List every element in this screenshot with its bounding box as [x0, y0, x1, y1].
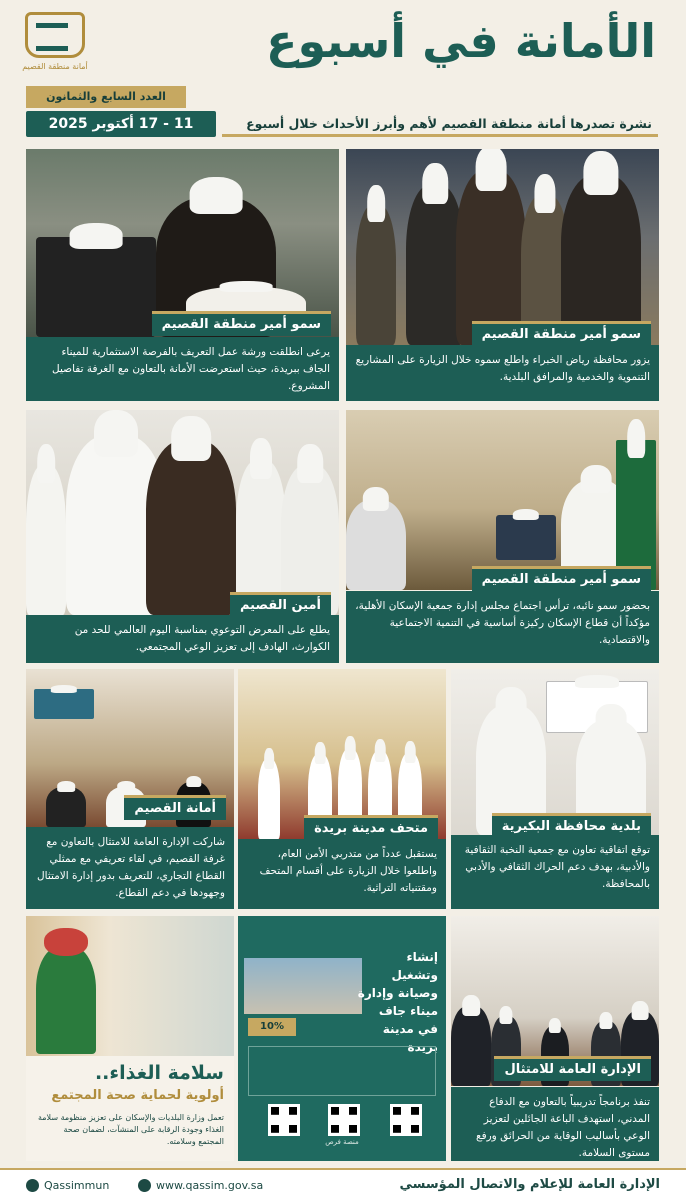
news-photo	[26, 149, 339, 337]
news-card	[26, 149, 339, 401]
issue-number: العدد السابع والثمانون	[26, 86, 186, 108]
footer	[0, 1168, 686, 1200]
news-card-title: الإدارة العامة للامتثال	[494, 1056, 651, 1081]
dry-port-poster	[238, 916, 446, 1161]
poster-qr-label: منصة فرص	[325, 1138, 359, 1146]
poster-percent: 10%	[248, 1018, 296, 1036]
news-card	[26, 410, 339, 663]
news-card	[346, 149, 659, 401]
qr-code-icon[interactable]	[390, 1104, 422, 1136]
tagline: نشرة تصدرها أمانة منطقة القصيم لأهم وأبرز الأحداث خلال أسبوع	[222, 111, 658, 137]
news-card	[451, 916, 659, 1161]
logo	[22, 12, 88, 78]
poster-title: إنشاء وتشغيل وصيانة وإدارة ميناء جاف في مدينة بريدة	[357, 950, 438, 1054]
news-card-text: شاركت الإدارة العامة للامتثال بالتعاون مع غرفة القصيم، في لقاء تعريفي مع ممثلي القطاع التجاري، للتعريف بدور إدارة الامتثال وجهودها في دعم القطاع.	[26, 827, 234, 909]
news-card-title: أمين القصيم	[230, 592, 331, 617]
news-card-text: يطلع على المعرض التوعوي بمناسبة اليوم العالمي للحد من الكوارث، الهادف إلى تعزيز الوعي المجتمعي.	[26, 615, 339, 663]
news-card-title: سمو أمير منطقة القصيم	[152, 311, 331, 336]
website-link[interactable]: www.qassim.gov.sa	[156, 1179, 264, 1192]
news-card-title: متحف مدينة بريدة	[304, 815, 438, 840]
news-card	[346, 410, 659, 663]
news-card-title: سمو أمير منطقة القصيم	[472, 321, 651, 346]
news-card-title: أمانة القصيم	[124, 795, 226, 820]
poster-image	[244, 958, 362, 1014]
globe-icon	[138, 1179, 151, 1192]
news-photo	[238, 669, 446, 839]
news-photo	[451, 669, 659, 835]
date-range: 11 - 17 أكتوبر 2025	[26, 111, 216, 137]
qr-code-icon[interactable]	[328, 1104, 360, 1136]
poster-info-grid	[248, 1046, 436, 1096]
news-card-title: بلدية محافظة البكيرية	[492, 813, 651, 838]
food-safety-text: تعمل وزارة البلديات والإسكان على تعزيز منظومة سلامة الغذاء وجودة الرقابة على المنشآت، لضمان صحة المجتمع وسلامته.	[37, 1113, 224, 1146]
news-card-text: تنفذ برنامجاً تدريبياً بالتعاون مع الدفاع المدني، استهدف الباعة الجائلين لتعزيز الوعي بأساليب الوقاية من الحرائق ورفع مستوى السلامة.	[451, 1087, 659, 1161]
qr-code-icon[interactable]	[268, 1104, 300, 1136]
social-handle[interactable]: Qassimmun	[44, 1179, 110, 1192]
news-card-text: بحضور سمو نائبه، ترأس اجتماع مجلس إدارة جمعية الإسكان الأهلية، مؤكداً أن قطاع الإسكان ركيزة أساسية في التنمية الاجتماعية والاقتصادية.	[346, 591, 659, 663]
logo-tagline: أمانة منطقة القصيم	[22, 62, 88, 71]
food-safety-subtitle: أولوية لحماية صحة المجتمع	[51, 1088, 224, 1103]
food-safety-banner	[26, 916, 234, 1161]
news-card-text: يزور محافظة رياض الخبراء واطلع سموه خلال الزيارة على المشاريع التنموية والخدمية والمرافق البلدية.	[346, 345, 659, 401]
page-title: الأمانة في أسبوع	[266, 14, 656, 68]
logo-mark-icon	[25, 12, 85, 58]
news-card	[238, 669, 446, 909]
social-icon	[26, 1179, 39, 1192]
news-card	[26, 669, 234, 909]
news-card-text: يرعى انطلقت ورشة عمل التعريف بالفرصة الاستثمارية للميناء الجاف ببريدة، حيث استعرضت الأمانة بالتعاون مع الغرفة تفاصيل المشروع.	[26, 337, 339, 401]
news-card	[451, 669, 659, 909]
banner-photo	[26, 916, 234, 1056]
news-photo	[26, 410, 339, 615]
news-card-text: يستقبل عدداً من متدربي الأمن العام، واطلعوا خلال الزيارة على أقسام المتحف ومقتنياته التراثية.	[238, 839, 446, 909]
footer-department: الإدارة العامة للإعلام والاتصال المؤسسي	[399, 1177, 660, 1192]
news-photo	[346, 149, 659, 345]
food-safety-title: سلامة الغذاء..	[94, 1062, 224, 1084]
news-card-text: توقع اتفاقية تعاون مع جمعية النخبة الثقافية والأدبية، بهدف دعم الحراك الثقافي والأدبي بالمحافظة.	[451, 835, 659, 909]
news-card-title: سمو أمير منطقة القصيم	[472, 566, 651, 591]
news-photo	[346, 410, 659, 590]
